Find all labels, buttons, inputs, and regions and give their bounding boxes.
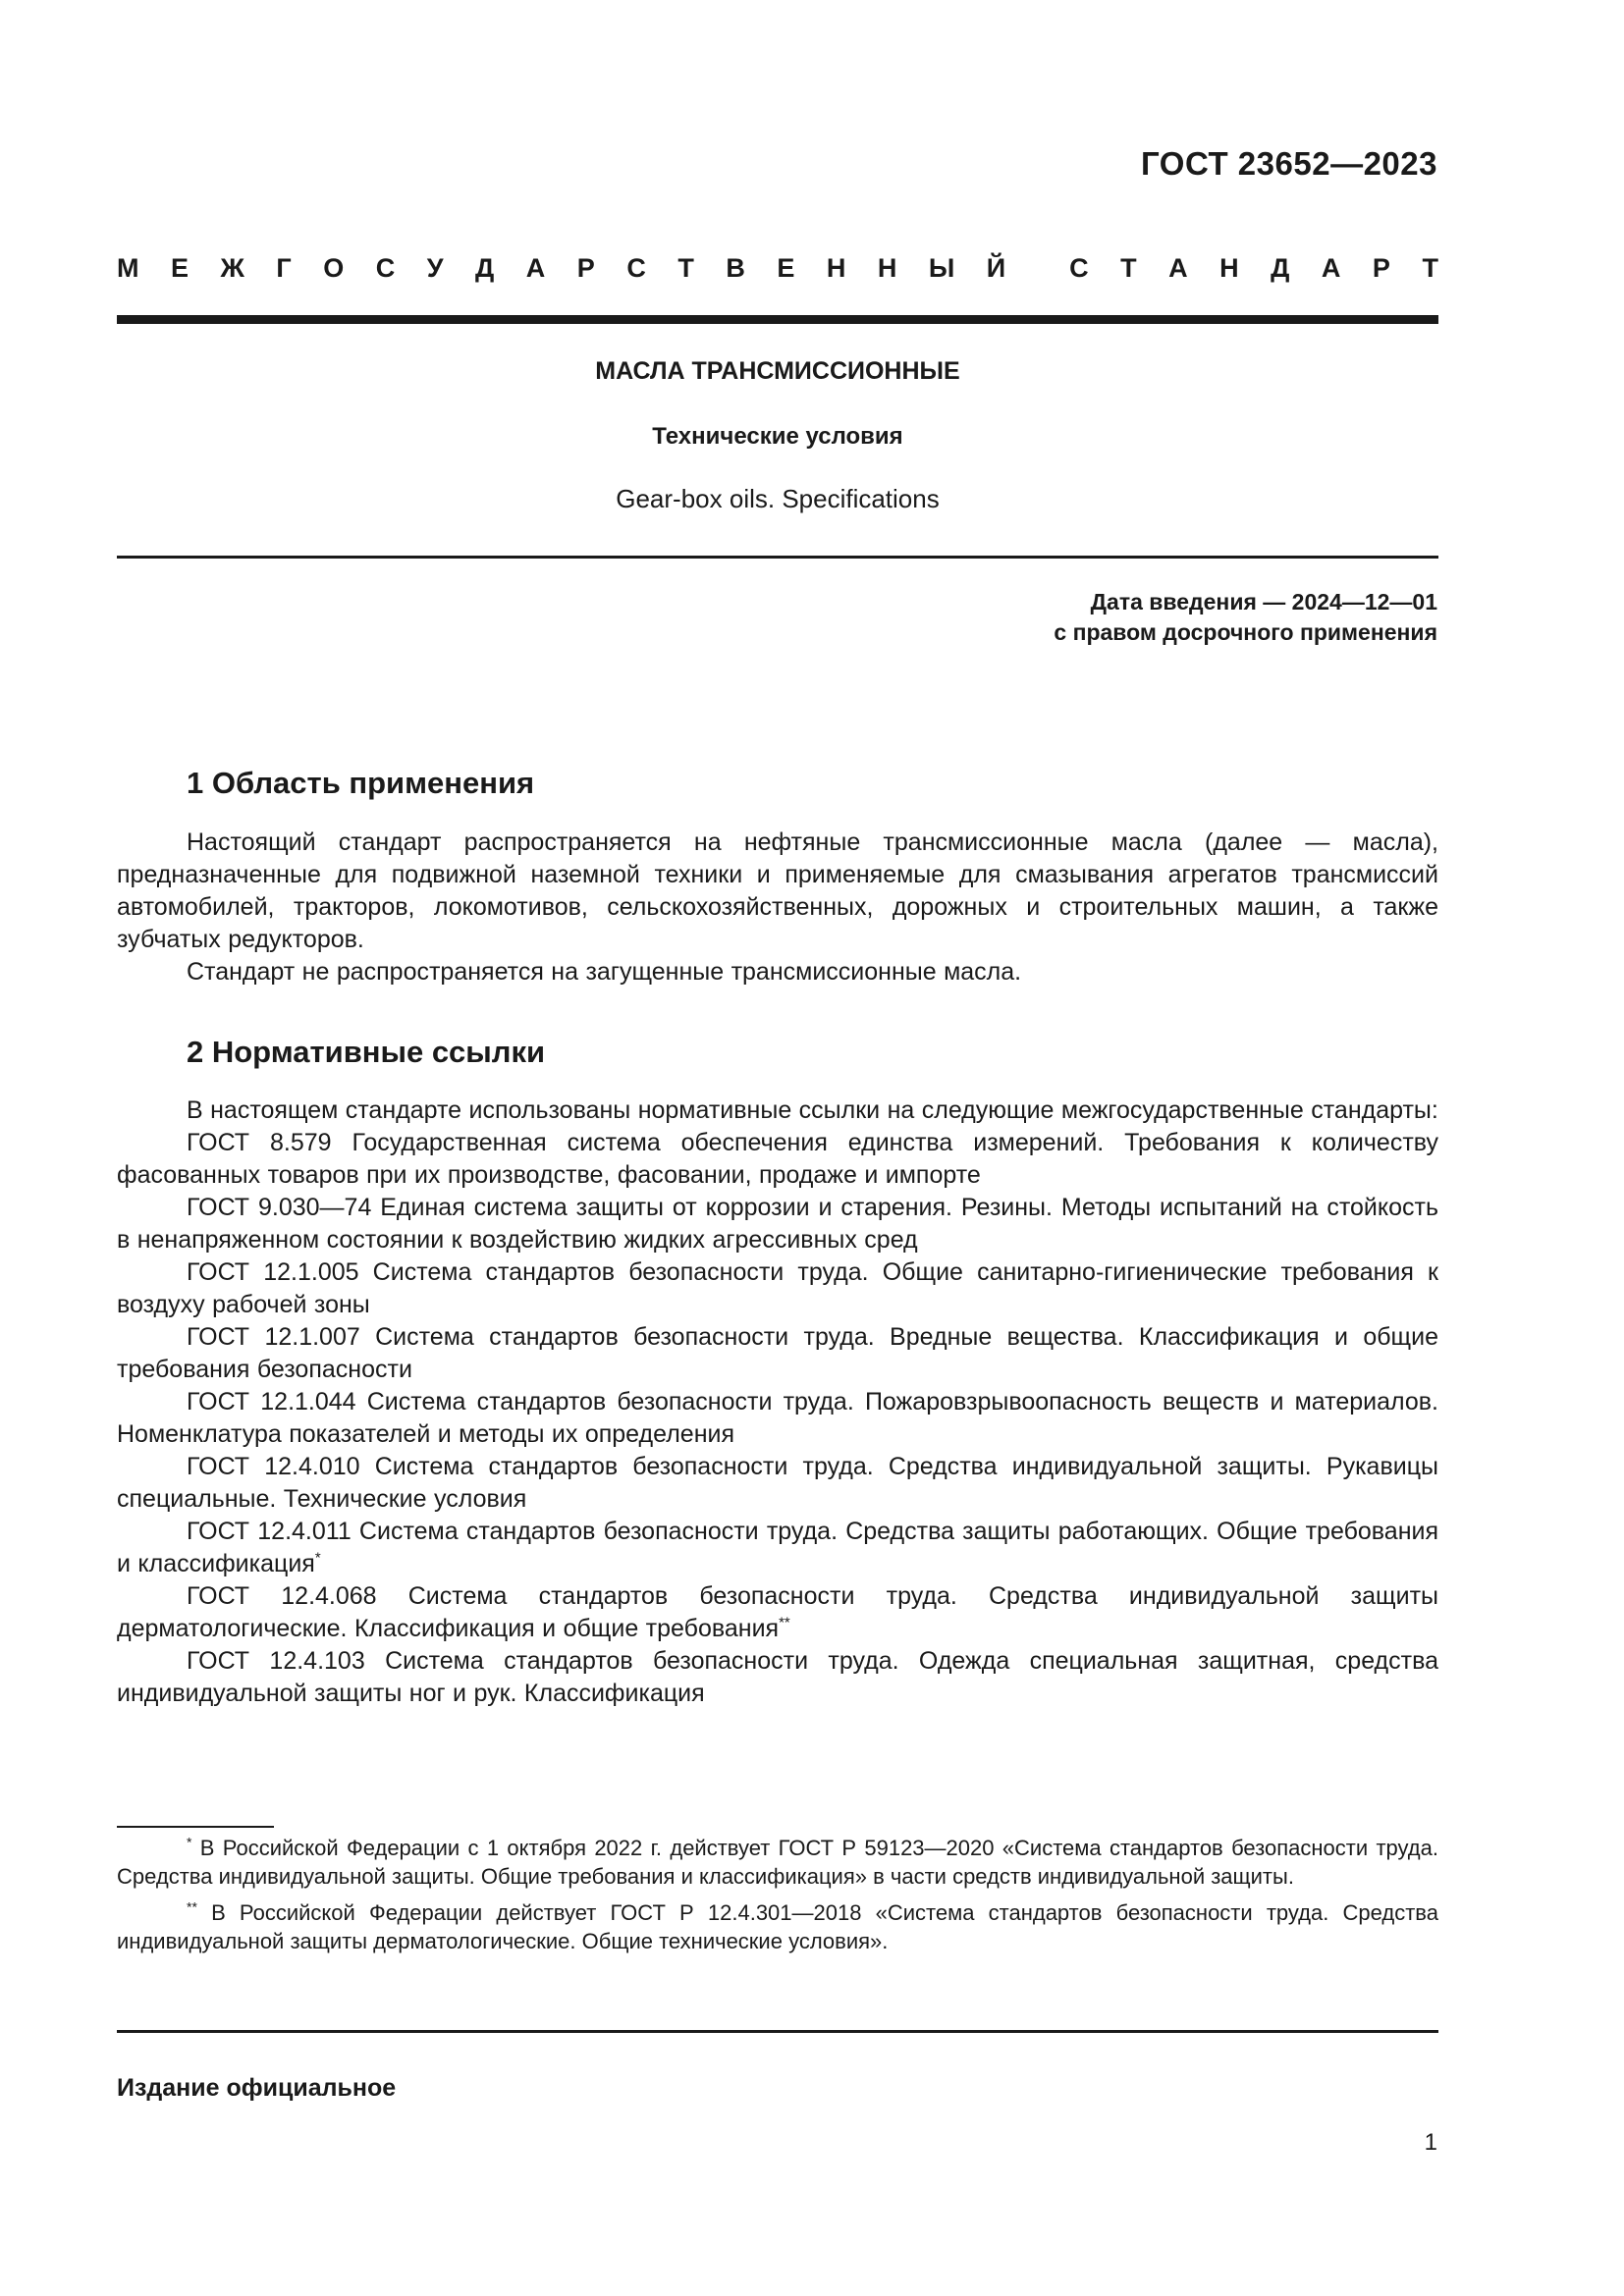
section-1-heading: 1 Область применения	[187, 766, 535, 800]
footnote-item	[117, 1898, 1438, 1955]
banner-letter: Ы	[928, 253, 955, 283]
reference-text: ГОСТ 12.4.103 Система стандартов безопасности труда. Одежда специальная защитная, средства индивидуальной защиты ног и рук. Классификация	[117, 1647, 1438, 1707]
banner-letter: А	[1321, 253, 1341, 283]
banner-letter: Д	[475, 253, 495, 283]
section-2-body	[117, 1095, 1438, 1710]
banner-letter: Й	[986, 253, 1006, 283]
banner-letter: Т	[1120, 253, 1137, 283]
reference-text: ГОСТ 12.4.011 Система стандартов безопасности труда. Средства защиты работающих. Общие требования и классификация	[117, 1518, 1438, 1577]
early-application-note: с правом досрочного применения	[1054, 619, 1437, 645]
banner-letter: С	[626, 253, 646, 283]
reference-text: ГОСТ 12.4.010 Система стандартов безопасности труда. Средства индивидуальной защиты. Рукавицы специальные. Технические условия	[117, 1453, 1438, 1513]
footnote-item	[117, 1834, 1438, 1891]
normative-reference-item	[117, 1321, 1438, 1386]
footnote-marker: *	[314, 1549, 321, 1567]
banner-letter: Е	[777, 253, 795, 283]
banner-letter: С	[375, 253, 396, 283]
banner-letter: С	[1069, 253, 1089, 283]
banner-letter: Ж	[220, 253, 244, 283]
banner-letter: О	[323, 253, 345, 283]
banner-letter: Д	[1271, 253, 1290, 283]
reference-text: ГОСТ 12.1.007 Система стандартов безопасности труда. Вредные вещества. Классификация и общие требования безопасности	[117, 1323, 1438, 1383]
reference-text: ГОСТ 9.030—74 Единая система защиты от коррозии и старения. Резины. Методы испытаний на стойкость в ненапряженном состоянии к воздействию жидких агрессивных сред	[117, 1194, 1438, 1254]
banner-letter: Т	[1422, 253, 1438, 283]
normative-reference-item	[117, 1256, 1438, 1321]
banner-letter: Р	[576, 253, 595, 283]
banner-letter: Н	[877, 253, 897, 283]
normative-reference-item	[117, 1645, 1438, 1710]
normative-reference-item	[117, 1451, 1438, 1516]
reference-text: ГОСТ 8.579 Государственная система обеспечения единства измерений. Требования к количеству фасованных товаров при их производстве, фасовании, продаже и импорте	[117, 1129, 1438, 1189]
normative-reference-item	[117, 1192, 1438, 1256]
banner-letter: У	[426, 253, 444, 283]
reference-text: ГОСТ 12.1.005 Система стандартов безопасности труда. Общие санитарно-гигиенические требования к воздуху рабочей зоны	[117, 1258, 1438, 1318]
normative-references-list	[117, 1127, 1438, 1710]
page-number: 1	[1424, 2129, 1437, 2156]
banner-letter: Т	[677, 253, 694, 283]
title-divider	[117, 556, 1438, 559]
banner-letter: А	[1168, 253, 1188, 283]
header-divider	[117, 315, 1438, 324]
section-1-paragraph-exclusion: Стандарт не распространяется на загущенные трансмиссионные масла.	[187, 958, 1022, 986]
banner-letter: Г	[276, 253, 292, 283]
gost-number: ГОСТ 23652—2023	[1141, 145, 1437, 182]
footnotes	[117, 1834, 1438, 1955]
document-english-title: Gear-box oils. Specifications	[616, 484, 940, 513]
banner-letter: Н	[826, 253, 846, 283]
footer-divider	[117, 2030, 1438, 2033]
footnote-marker: **	[779, 1614, 790, 1631]
introduction-date: Дата введения — 2024—12—01	[1090, 589, 1437, 614]
footnote-mark: **	[187, 1898, 197, 1915]
section-1-paragraph-scope: Настоящий стандарт распространяется на нефтяные трансмиссионные масла (далее — масла), предназначенные для подвижной наземной техники и применяемые для смазывания агрегатов трансмиссий автомобилей, тракторов, локомотивов, сельскохозяйственных, дорожных и строительных машин, а также зубчатых редукторов.	[117, 828, 1438, 953]
normative-reference-item	[117, 1580, 1438, 1645]
banner-letter: Н	[1219, 253, 1239, 283]
normative-reference-item	[117, 1516, 1438, 1580]
standard-type-banner	[117, 253, 1438, 284]
footnote-text: В Российской Федерации с 1 октября 2022 г. действует ГОСТ Р 59123—2020 «Система стандартов безопасности труда. Средства индивидуальной защиты. Общие требования и классификация» в части средств индивидуальной защиты.	[117, 1836, 1438, 1889]
banner-letter: В	[726, 253, 745, 283]
reference-text: ГОСТ 12.4.068 Система стандартов безопасности труда. Средства индивидуальной защиты дерматологические. Классификация и общие требования	[117, 1582, 1438, 1642]
banner-letter: Р	[1372, 253, 1390, 283]
section-1-body	[117, 827, 1438, 988]
document-subtitle: Технические условия	[652, 423, 903, 450]
footnote-separator	[117, 1826, 274, 1828]
normative-reference-item	[117, 1386, 1438, 1451]
footnote-mark: *	[187, 1834, 192, 1850]
banner-letter: Е	[171, 253, 189, 283]
footnote-text: В Российской Федерации действует ГОСТ Р 12.4.301—2018 «Система стандартов безопасности труда. Средства индивидуальной защиты дерматологические. Общие технические условия».	[117, 1900, 1438, 1953]
introduction-date-block	[1054, 587, 1437, 648]
section-2-heading: 2 Нормативные ссылки	[187, 1035, 546, 1069]
normative-reference-item	[117, 1127, 1438, 1192]
document-title: МАСЛА ТРАНСМИССИОННЫЕ	[595, 357, 960, 385]
section-2-intro: В настоящем стандарте использованы нормативные ссылки на следующие межгосударственные стандарты:	[187, 1096, 1438, 1124]
banner-letter: А	[525, 253, 546, 283]
reference-text: ГОСТ 12.1.044 Система стандартов безопасности труда. Пожаровзрывоопасность веществ и материалов. Номенклатура показателей и методы их определения	[117, 1388, 1438, 1448]
official-edition-label: Издание официальное	[117, 2074, 397, 2102]
banner-letter: М	[117, 253, 139, 283]
